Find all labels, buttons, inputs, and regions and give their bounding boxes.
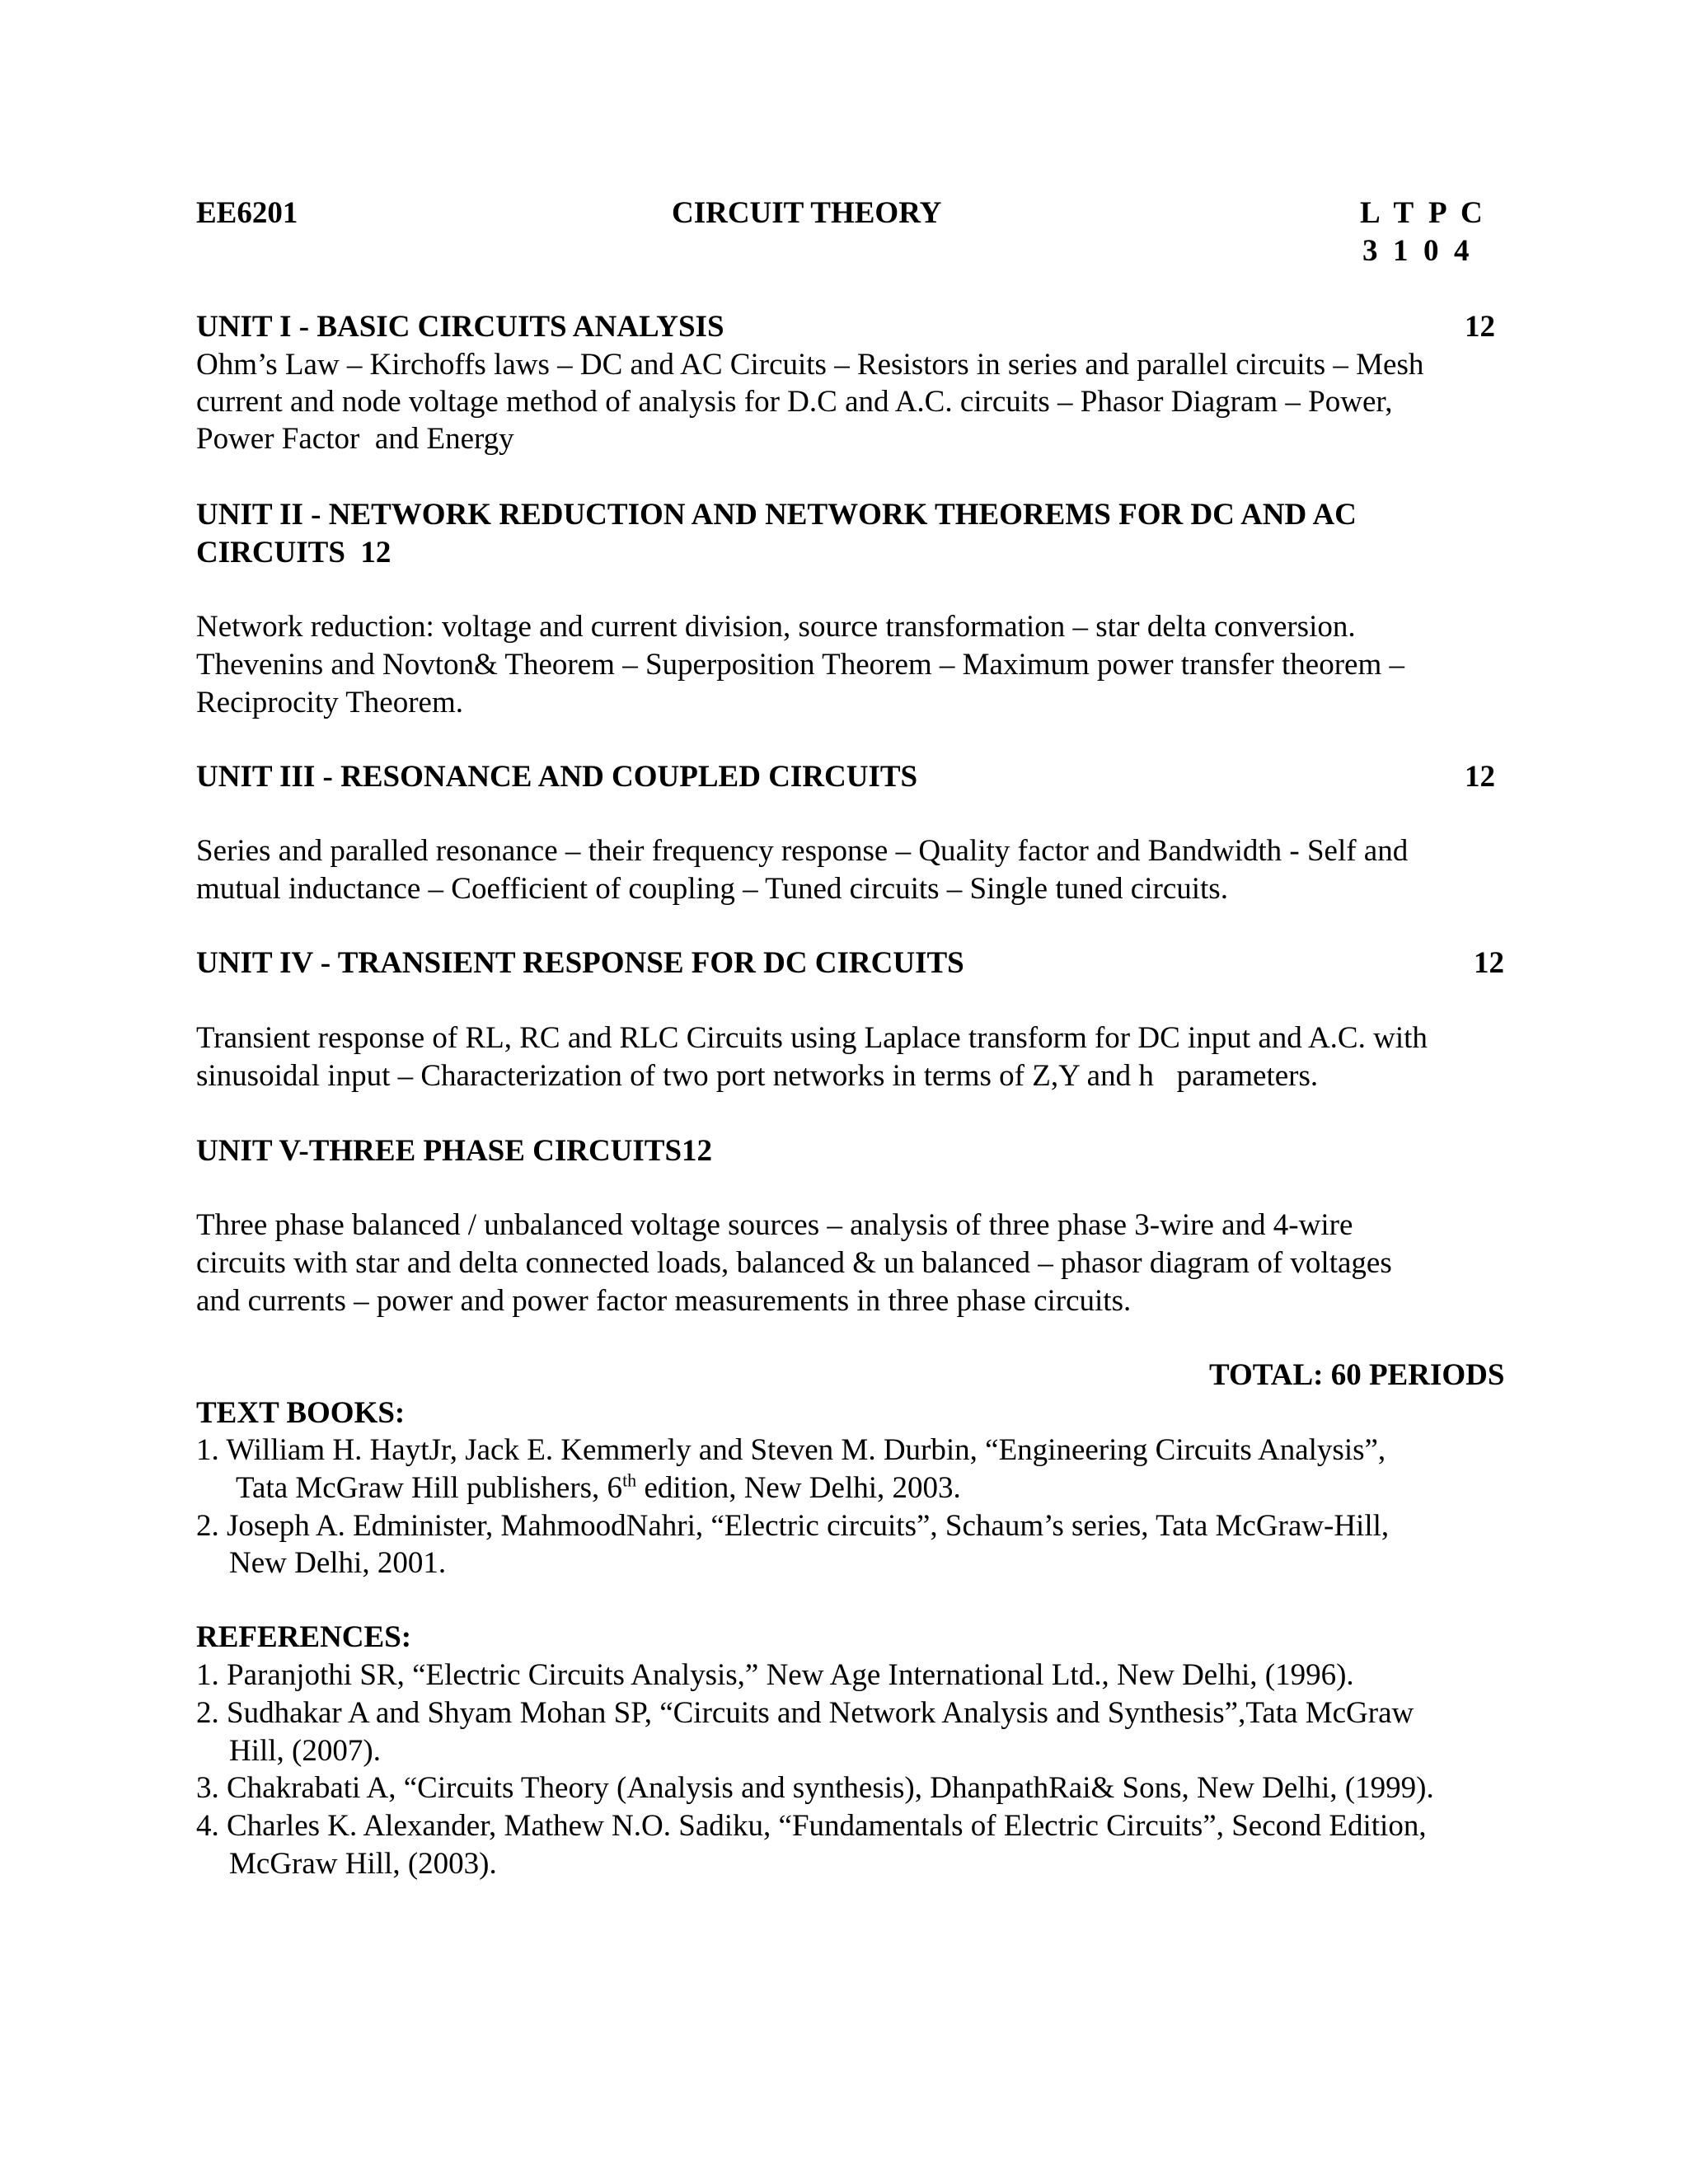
unit-3-hours: 12 — [1465, 760, 1495, 794]
reference-item: 1. Paranjothi SR, “Electric Circuits Analysis,” New Age International Ltd., New Delhi, (1996). — [196, 1658, 1354, 1692]
text-book-item: 2. Joseph A. Edminister, MahmoodNahri, “Electric circuits”, Schaum’s series, Tata McGraw-Hill, — [196, 1509, 1390, 1543]
unit-3-title: UNIT III - RESONANCE AND COUPLED CIRCUITS — [196, 760, 918, 794]
unit-4-hours: 12 — [1474, 946, 1504, 980]
unit-1-line: Power Factor and Energy — [196, 422, 514, 456]
unit-5-line: and currents – power and power factor measurements in three phase circuits. — [196, 1284, 1132, 1318]
unit-4-title: UNIT IV - TRANSIENT RESPONSE FOR DC CIRCUITS — [196, 946, 964, 980]
unit-2-title: CIRCUITS 12 — [196, 536, 392, 569]
unit-1-line: current and node voltage method of analysis for D.C and A.C. circuits – Phasor Diagram – Power, — [196, 385, 1393, 419]
reference-item: 4. Charles K. Alexander, Mathew N.O. Sadiku, “Fundamentals of Electric Circuits”, Second Edition, — [196, 1809, 1427, 1843]
unit-2-line: Thevenins and Novton& Theorem – Superposition Theorem – Maximum power transfer theorem – — [196, 648, 1404, 682]
text-books-heading: TEXT BOOKS: — [196, 1396, 406, 1430]
unit-2-line: Network reduction: voltage and current division, source transformation – star delta conversion. — [196, 610, 1356, 644]
unit-4-line: sinusoidal input – Characterization of two port networks in terms of Z,Y and h parameters. — [196, 1059, 1319, 1093]
text-book-item-continued: Tata McGraw Hill publishers, 6th edition, New Delhi, 2003. — [236, 1469, 961, 1505]
unit-5-line: Three phase balanced / unbalanced voltage sources – analysis of three phase 3-wire and 4-wire — [196, 1208, 1353, 1242]
unit-1-line: Ohm’s Law – Kirchoffs laws – DC and AC Circuits – Resistors in series and parallel circuits – Mesh — [196, 348, 1424, 382]
reference-item: 3. Chakrabati A, “Circuits Theory (Analysis and synthesis), DhanpathRai& Sons, New Delhi, (1999). — [196, 1771, 1434, 1805]
unit-2-title: UNIT II - NETWORK REDUCTION AND NETWORK THEOREMS FOR DC AND AC — [196, 498, 1357, 532]
text-book-item: 1. William H. HaytJr, Jack E. Kemmerly and Steven M. Durbin, “Engineering Circuits Analysis”, — [196, 1433, 1386, 1467]
reference-item-continued: McGraw Hill, (2003). — [229, 1847, 497, 1881]
superscript-th: th — [622, 1469, 637, 1491]
unit-3-line: Series and paralled resonance – their frequency response – Quality factor and Bandwidth - Self and — [196, 834, 1409, 868]
reference-item: 2. Sudhakar A and Shyam Mohan SP, “Circuits and Network Analysis and Synthesis”,Tata McGraw — [196, 1696, 1414, 1730]
unit-4-line: Transient response of RL, RC and RLC Circuits using Laplace transform for DC input and A.C. with — [196, 1021, 1428, 1055]
unit-1-title: UNIT I - BASIC CIRCUITS ANALYSIS — [196, 310, 724, 344]
unit-3-line: mutual inductance – Coefficient of coupling – Tuned circuits – Single tuned circuits. — [196, 872, 1228, 906]
ltpc-labels: L T P C — [1360, 196, 1483, 230]
ltpc-values: 3 1 0 4 — [1362, 234, 1470, 268]
total-periods: TOTAL: 60 PERIODS — [1209, 1358, 1505, 1392]
reference-item-continued: Hill, (2007). — [229, 1734, 381, 1768]
unit-2-line: Reciprocity Theorem. — [196, 686, 463, 719]
unit-5-line: circuits with star and delta connected loads, balanced & un balanced – phasor diagram of voltages — [196, 1246, 1392, 1280]
course-code: EE6201 — [196, 196, 298, 230]
references-heading: REFERENCES: — [196, 1620, 412, 1654]
text-book-item-continued: New Delhi, 2001. — [229, 1546, 447, 1580]
course-title: CIRCUIT THEORY — [672, 196, 942, 230]
unit-5-title: UNIT V-THREE PHASE CIRCUITS12 — [196, 1134, 713, 1168]
unit-1-hours: 12 — [1465, 310, 1495, 344]
